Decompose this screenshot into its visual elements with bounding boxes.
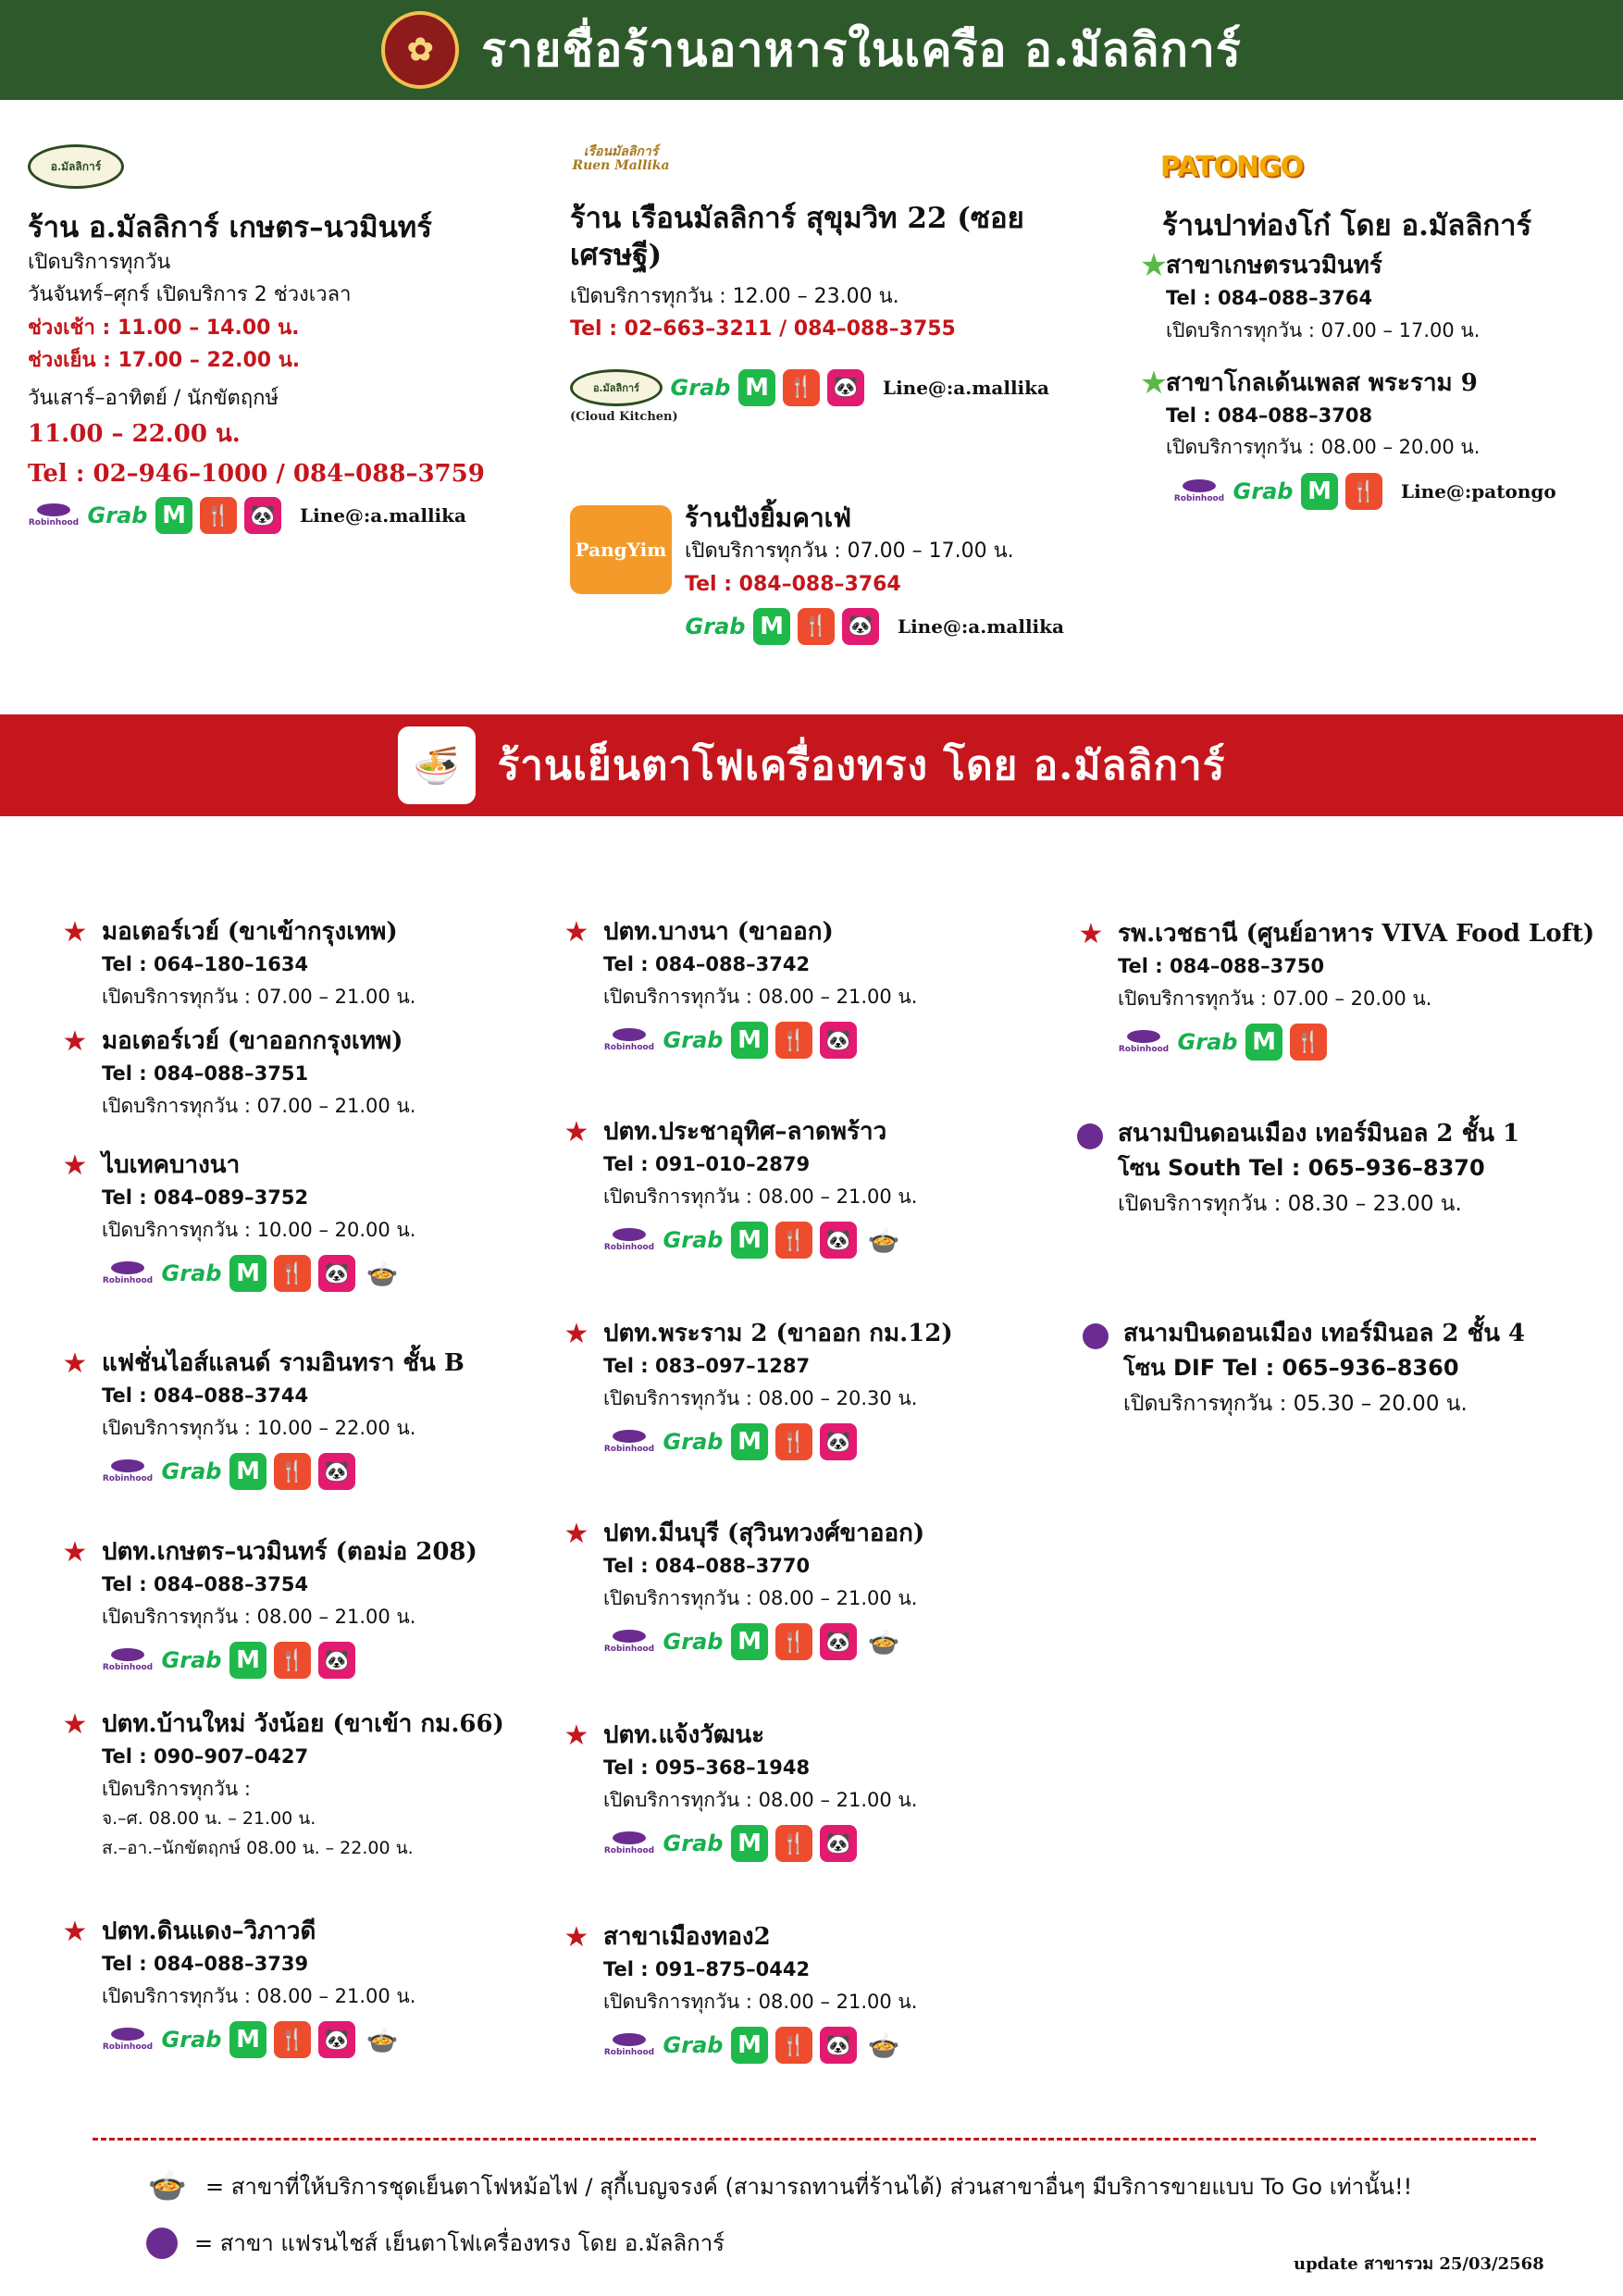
grab-icon[interactable]: Grab — [663, 1629, 724, 1656]
branch-ptt-kaset — [62, 1535, 477, 1681]
branch-tel: Tel : 084–088–3754 — [102, 1573, 309, 1596]
branch-hours: เปิดบริการทุกวัน : 08.00 – 20.00 น. — [1166, 436, 1481, 459]
yentafo-bowl-icon: 🍜 — [398, 726, 476, 804]
lineman-icon[interactable]: M — [731, 1623, 768, 1660]
legend-hotpot-text: = สาขาที่ให้บริการชุดเย็นตาโฟหม้อไฟ / สุกี้เบญจรงค์ (สามารถทานที่ร้านได้) ส่วนสาขาอื่นๆ มีบริการขายแบบ To Go เท่านั้น!! — [205, 2173, 1413, 2200]
hotpot-icon: 🍲 — [365, 1258, 399, 1289]
branch-hours-weekday: จ.–ศ. 08.00 น. – 21.00 น. — [102, 1808, 316, 1830]
branch-hours: เปิดบริการทุกวัน : 08.00 – 21.00 น. — [102, 1984, 416, 2007]
store-tel: Tel : 02–946–1000 / 084–088–3759 — [28, 460, 485, 489]
branch-donmueang-floor1 — [1118, 1118, 1519, 1222]
shopeefood-icon[interactable]: 🍴 — [798, 608, 835, 645]
store-open-days: เปิดบริการทุกวัน — [28, 251, 171, 275]
branch-name: ปตท.พระราม 2 (ขาออก กม.12) — [603, 1320, 953, 1347]
branch-name: ไบเทคบางนา — [102, 1151, 241, 1179]
foodpanda-icon[interactable]: 🐼 — [244, 497, 281, 534]
hotpot-icon: 🍲 — [147, 2167, 188, 2204]
branch-tel: Tel : 084–088–3742 — [603, 953, 811, 976]
grab-icon[interactable]: Grab — [663, 1227, 724, 1254]
robinhood-icon[interactable]: Robinhood — [102, 1640, 154, 1681]
line-id[interactable]: Line@:a.mallika — [883, 376, 1049, 399]
star-icon: ★ — [1139, 247, 1169, 285]
branch-hours: เปิดบริการทุกวัน : 05.30 – 20.00 น. — [1123, 1391, 1468, 1416]
foodpanda-icon[interactable]: 🐼 — [318, 1255, 355, 1292]
star-icon: ★ — [62, 915, 88, 949]
legend-franchise — [146, 2225, 725, 2261]
grab-icon[interactable]: Grab — [663, 1831, 724, 1857]
store-tel: Tel : 084–088–3764 — [685, 572, 901, 596]
shopeefood-icon[interactable]: 🍴 — [1290, 1024, 1327, 1061]
foodpanda-icon[interactable]: 🐼 — [842, 608, 879, 645]
branch-donmueang-floor4 — [1123, 1318, 1525, 1422]
store-hours: เปิดบริการทุกวัน : 12.00 – 23.00 น. — [570, 284, 899, 308]
grab-icon[interactable]: Grab — [670, 374, 731, 401]
lineman-icon[interactable]: M — [731, 1022, 768, 1059]
branch-ptt-dindaeng — [62, 1915, 416, 2060]
branch-hours: เปิดบริการทุกวัน : 10.00 – 20.00 น. — [102, 1218, 416, 1241]
branch-tel: Tel : 084–088–3764 — [1166, 287, 1373, 310]
branch-name: ปตท.แจ้งวัฒนะ — [603, 1721, 765, 1749]
star-icon: ★ — [62, 1535, 88, 1569]
foodpanda-icon[interactable]: 🐼 — [820, 1022, 857, 1059]
robinhood-icon[interactable]: Robinhood — [102, 2019, 154, 2060]
branch-motorway-in — [62, 915, 416, 1012]
branch-name: ปตท.เกษตร–นวมินทร์ (ตอม่อ 208) — [102, 1538, 477, 1566]
shopeefood-icon[interactable]: 🍴 — [783, 369, 820, 406]
delivery-apps — [102, 2019, 415, 2060]
lineman-icon[interactable]: M — [155, 497, 192, 534]
store-mallika-kaset — [28, 144, 546, 536]
shopeefood-icon[interactable]: 🍴 — [274, 1453, 311, 1490]
branch-motorway-out — [62, 1024, 416, 1122]
branch-ptt-bangna — [564, 915, 918, 1061]
star-icon: ★ — [1139, 364, 1169, 402]
branch-tel: Tel : 091–010–2879 — [603, 1153, 811, 1176]
cloud-kitchen-label: (Cloud Kitchen) — [570, 409, 678, 424]
grab-icon[interactable]: Grab — [1177, 1029, 1238, 1056]
store-name: ร้านปังยิ้มคาเฟ่ — [685, 503, 852, 533]
branch-tel: Tel : 084–088–3739 — [102, 1953, 309, 1976]
branch-tel: Tel : 084–088–3708 — [1166, 403, 1373, 427]
branch-hours: เปิดบริการทุกวัน : 08.30 – 23.00 น. — [1118, 1191, 1462, 1216]
hotpot-icon: 🍲 — [867, 1626, 900, 1657]
delivery-apps — [603, 1020, 917, 1061]
delivery-apps — [603, 2025, 917, 2066]
branch-tel: โซน South Tel : 065–936–8370 — [1118, 1155, 1485, 1182]
delivery-apps — [102, 1640, 477, 1681]
branch-hours: เปิดบริการทุกวัน : 08.00 – 21.00 น. — [603, 1788, 918, 1811]
foodpanda-icon[interactable]: 🐼 — [318, 1453, 355, 1490]
legend-divider — [93, 2138, 1536, 2141]
lineman-icon[interactable]: M — [731, 1825, 768, 1862]
branch-tel: Tel : 084–088–3750 — [1118, 955, 1325, 978]
foodpanda-icon[interactable]: 🐼 — [820, 1825, 857, 1862]
star-icon: ★ — [62, 1915, 88, 1948]
hotpot-icon: 🍲 — [867, 1224, 900, 1256]
lineman-icon[interactable]: M — [1301, 473, 1338, 510]
delivery-apps — [603, 1220, 917, 1260]
branch-name: ปตท.ดินแดง–วิภาวดี — [102, 1917, 316, 1945]
store-weekend-hours: 11.00 – 22.00 น. — [28, 420, 241, 449]
robinhood-icon[interactable]: Robinhood — [603, 1421, 655, 1462]
line-id[interactable]: Line@:a.mallika — [300, 504, 466, 527]
store-evening-hours: ช่วงเย็น : 17.00 – 22.00 น. — [28, 348, 301, 372]
lineman-icon[interactable]: M — [229, 2021, 266, 2058]
star-icon: ★ — [564, 915, 589, 949]
star-icon: ★ — [564, 1115, 589, 1148]
robinhood-icon[interactable]: Robinhood — [102, 1253, 154, 1294]
robinhood-icon[interactable]: Robinhood — [603, 1220, 655, 1260]
grab-icon[interactable]: Grab — [87, 503, 148, 529]
line-id[interactable]: Line@:a.mallika — [898, 614, 1064, 638]
branch-name: สาขาโกลเด้นเพลส พระราม 9 — [1166, 368, 1478, 397]
shopeefood-icon[interactable]: 🍴 — [274, 1642, 311, 1679]
branch-ptt-rama2 — [564, 1317, 953, 1462]
lineman-icon[interactable]: M — [229, 1255, 266, 1292]
ruen-mallika-logo: เรือนมัลลิการ์ Ruen Mallika — [572, 143, 670, 173]
shopeefood-icon[interactable]: 🍴 — [274, 2021, 311, 2058]
page-title: รายชื่อร้านอาหารในเครือ อ.มัลลิการ์ — [481, 21, 1242, 77]
delivery-apps — [603, 1421, 953, 1462]
star-icon: ★ — [62, 1707, 88, 1741]
shopeefood-icon[interactable]: 🍴 — [775, 2027, 812, 2064]
shopeefood-icon[interactable]: 🍴 — [775, 1825, 812, 1862]
branch-vejthani — [1078, 917, 1595, 1062]
store-name: ร้าน เรือนมัลลิการ์ สุขุมวิท 22 (ซอยเศรษฐี) — [570, 202, 1024, 273]
shopeefood-icon[interactable]: 🍴 — [775, 1623, 812, 1660]
branch-tel: Tel : 084–088–3770 — [603, 1555, 811, 1578]
lineman-icon[interactable]: M — [731, 1423, 768, 1460]
robinhood-icon[interactable]: Robinhood — [1173, 471, 1225, 512]
branch-tel: Tel : 064–180–1634 — [102, 953, 309, 976]
lineman-icon[interactable]: M — [731, 1222, 768, 1259]
branch-name: ปตท.มีนบุรี (สุวินทวงศ์ขาออก) — [603, 1520, 925, 1547]
branch-name: สนามบินดอนเมือง เทอร์มินอล 2 ชั้น 1 — [1118, 1120, 1520, 1148]
robinhood-icon[interactable]: Robinhood — [102, 1451, 154, 1492]
franchise-dot-icon — [1077, 1123, 1103, 1149]
store-hours: เปิดบริการทุกวัน : 07.00 – 17.00 น. — [685, 540, 1014, 564]
robinhood-icon[interactable]: Robinhood — [603, 1621, 655, 1662]
branch-tel: Tel : 095–368–1948 — [603, 1756, 811, 1780]
branch-hours: เปิดบริการทุกวัน : 07.00 – 21.00 น. — [102, 1094, 416, 1117]
robinhood-icon[interactable]: Robinhood — [1118, 1022, 1170, 1062]
pangyim-logo: PangYim — [570, 505, 672, 594]
delivery-apps — [570, 369, 1088, 406]
branch-bitec — [62, 1148, 416, 1294]
lineman-icon[interactable]: M — [753, 608, 790, 645]
branch-name: ปตท.บางนา (ขาออก) — [603, 918, 834, 946]
branch-tel: โซน DIF Tel : 065–936–8360 — [1123, 1355, 1459, 1382]
store-name: ร้าน อ.มัลลิการ์ เกษตร–นวมินทร์ — [28, 211, 432, 244]
grab-icon[interactable]: Grab — [663, 1027, 724, 1054]
branch-ptt-wangnoi — [62, 1707, 504, 1863]
store-weekday-note: วันจันทร์–ศุกร์ เปิดบริการ 2 ช่วงเวลา — [28, 283, 352, 307]
store-morning-hours: ช่วงเช้า : 11.00 – 14.00 น. — [28, 316, 300, 340]
star-icon: ★ — [564, 1517, 589, 1550]
robinhood-icon[interactable]: Robinhood — [28, 495, 80, 536]
cloud-kitchen-logo: อ.มัลลิการ์ — [570, 369, 663, 406]
branch-name: รพ.เวชธานี (ศูนย์อาหาร VIVA Food Loft) — [1118, 920, 1595, 948]
branch-tel: Tel : 090–907–0427 — [102, 1745, 309, 1769]
lineman-icon[interactable]: M — [229, 1453, 266, 1490]
branch-hours: เปิดบริการทุกวัน : 08.00 – 21.00 น. — [102, 1605, 416, 1628]
branch-tel: Tel : 091–875–0442 — [603, 1958, 811, 1981]
shopeefood-icon[interactable]: 🍴 — [775, 1222, 812, 1259]
store-name: ร้านปาท่องโก๋ โดย อ.มัลลิการ์ — [1162, 209, 1532, 242]
store-tel: Tel : 02–663–3211 / 084–088–3755 — [570, 316, 956, 341]
delivery-apps — [102, 1253, 415, 1294]
branch-name: สนามบินดอนเมือง เทอร์มินอล 2 ชั้น 4 — [1123, 1320, 1526, 1347]
foodpanda-icon[interactable]: 🐼 — [318, 1642, 355, 1679]
patongo-logo: PATONGO — [1159, 150, 1304, 183]
branch-ptt-chaengwattana — [564, 1719, 918, 1864]
star-icon: ★ — [564, 1317, 589, 1350]
grab-icon[interactable]: Grab — [663, 1429, 724, 1456]
branch-hours: เปิดบริการทุกวัน : 07.00 – 21.00 น. — [102, 985, 416, 1008]
foodpanda-icon[interactable]: 🐼 — [827, 369, 864, 406]
branch-fashion-island — [62, 1347, 465, 1492]
section-title: ร้านเย็นตาโฟเครื่องทรง โดย อ.มัลลิการ์ — [497, 742, 1226, 789]
grab-icon[interactable]: Grab — [685, 613, 746, 639]
legend-hotpot — [146, 2166, 1412, 2206]
shopeefood-icon[interactable]: 🍴 — [1345, 473, 1382, 510]
star-icon: ★ — [62, 1347, 88, 1380]
branch-hours: เปิดบริการทุกวัน : — [102, 1777, 251, 1800]
delivery-apps — [685, 608, 1088, 645]
lineman-icon[interactable]: M — [229, 1642, 266, 1679]
hotpot-icon: 🍲 — [867, 2029, 900, 2061]
branch-tel: Tel : 084–089–3752 — [102, 1186, 309, 1210]
foodpanda-icon[interactable]: 🐼 — [820, 1222, 857, 1259]
shopeefood-icon[interactable]: 🍴 — [775, 1423, 812, 1460]
legend-franchise-text: = สาขา แฟรนไชส์ เย็นตาโฟเครื่องทรง โดย อ.มัลลิการ์ — [194, 2230, 725, 2256]
shopeefood-icon[interactable]: 🍴 — [200, 497, 237, 534]
hotpot-icon: 🍲 — [365, 2024, 399, 2055]
grab-icon[interactable]: Grab — [1233, 478, 1294, 505]
branch-ptt-minburi — [564, 1517, 925, 1662]
foodpanda-icon[interactable]: 🐼 — [820, 1423, 857, 1460]
branch-tel: Tel : 084–088–3744 — [102, 1384, 309, 1408]
branch-hours-weekend: ส.–อา.–นักขัตฤกษ์ 08.00 น. – 22.00 น. — [102, 1837, 414, 1858]
store-patongo — [1139, 139, 1597, 512]
branch-hours: เปิดบริการทุกวัน : 10.00 – 22.00 น. — [102, 1416, 416, 1439]
update-note: update สาขารวม 25/03/2568 — [1294, 2254, 1544, 2274]
delivery-apps — [603, 1621, 924, 1662]
branch-hours: เปิดบริการทุกวัน : 08.00 – 21.00 น. — [603, 1586, 918, 1609]
grab-icon[interactable]: Grab — [161, 1458, 222, 1485]
grab-icon[interactable]: Grab — [161, 1647, 222, 1674]
branch-hours: เปิดบริการทุกวัน : 08.00 – 21.00 น. — [603, 1185, 918, 1208]
branch-name: ปตท.บ้านใหม่ วังน้อย (ขาเข้า กม.66) — [102, 1710, 504, 1738]
robinhood-icon[interactable]: Robinhood — [603, 1823, 655, 1864]
franchise-dot-icon — [1083, 1323, 1109, 1349]
mallika-logo-icon: ✿ — [381, 11, 459, 89]
robinhood-icon[interactable]: Robinhood — [603, 1020, 655, 1061]
branch-hours: เปิดบริการทุกวัน : 08.00 – 20.30 น. — [603, 1386, 918, 1409]
star-icon: ★ — [564, 1920, 589, 1954]
store-ruen-mallika — [570, 122, 1088, 424]
star-icon: ★ — [62, 1024, 88, 1058]
delivery-apps — [1173, 471, 1597, 512]
patongo-branch-rama9 — [1139, 364, 1597, 464]
branch-name: สาขาเกษตรนวมินทร์ — [1166, 252, 1382, 280]
branch-hours: เปิดบริการทุกวัน : 07.00 – 20.00 น. — [1118, 987, 1432, 1010]
grab-icon[interactable]: Grab — [161, 2027, 222, 2054]
foodpanda-icon[interactable]: 🐼 — [820, 2027, 857, 2064]
header-banner — [0, 0, 1623, 100]
branch-hours: เปิดบริการทุกวัน : 08.00 – 21.00 น. — [603, 985, 918, 1008]
store-pangyim — [570, 502, 1088, 645]
star-icon: ★ — [1078, 917, 1104, 950]
star-icon: ★ — [62, 1148, 88, 1182]
delivery-apps — [1118, 1022, 1594, 1062]
branch-name: มอเตอร์เวย์ (ขาเข้ากรุงเทพ) — [102, 918, 398, 946]
line-id[interactable]: Line@:patongo — [1401, 480, 1556, 503]
robinhood-icon[interactable]: Robinhood — [603, 2025, 655, 2066]
branch-tel: Tel : 084–088–3751 — [102, 1062, 309, 1086]
foodpanda-icon[interactable]: 🐼 — [820, 1623, 857, 1660]
grab-icon[interactable]: Grab — [161, 1260, 222, 1287]
branch-name: มอเตอร์เวย์ (ขาออกกรุงเทพ) — [102, 1027, 403, 1055]
shopeefood-icon[interactable]: 🍴 — [274, 1255, 311, 1292]
store-weekend-label: วันเสาร์–อาทิตย์ / นักขัตฤกษ์ — [28, 387, 279, 411]
branch-name: แฟชั่นไอส์แลนด์ รามอินทรา ชั้น B — [102, 1349, 465, 1377]
shopeefood-icon[interactable]: 🍴 — [775, 1022, 812, 1059]
branch-ptt-ladprao — [564, 1115, 918, 1260]
lineman-icon[interactable]: M — [1245, 1024, 1282, 1061]
foodpanda-icon[interactable]: 🐼 — [318, 2021, 355, 2058]
delivery-apps — [102, 1451, 465, 1492]
grab-icon[interactable]: Grab — [663, 2032, 724, 2059]
branch-name: สาขาเมืองทอง2 — [603, 1923, 771, 1951]
lineman-icon[interactable]: M — [731, 2027, 768, 2064]
franchise-dot-icon — [146, 2228, 178, 2259]
branch-hours: เปิดบริการทุกวัน : 07.00 – 17.00 น. — [1166, 319, 1481, 342]
section-banner-yentafo — [0, 714, 1623, 816]
mallika-logo: อ.มัลลิการ์ — [28, 144, 124, 189]
lineman-icon[interactable]: M — [738, 369, 775, 406]
delivery-apps — [603, 1823, 917, 1864]
branch-name: ปตท.ประชาอุทิศ–ลาดพร้าว — [603, 1118, 887, 1146]
branch-tel: Tel : 083–097–1287 — [603, 1355, 811, 1378]
branch-hours: เปิดบริการทุกวัน : 08.00 – 21.00 น. — [603, 1990, 918, 2013]
delivery-apps — [28, 495, 546, 536]
patongo-branch-kaset — [1139, 247, 1597, 346]
star-icon: ★ — [564, 1719, 589, 1752]
branch-muangthong2 — [564, 1920, 918, 2066]
